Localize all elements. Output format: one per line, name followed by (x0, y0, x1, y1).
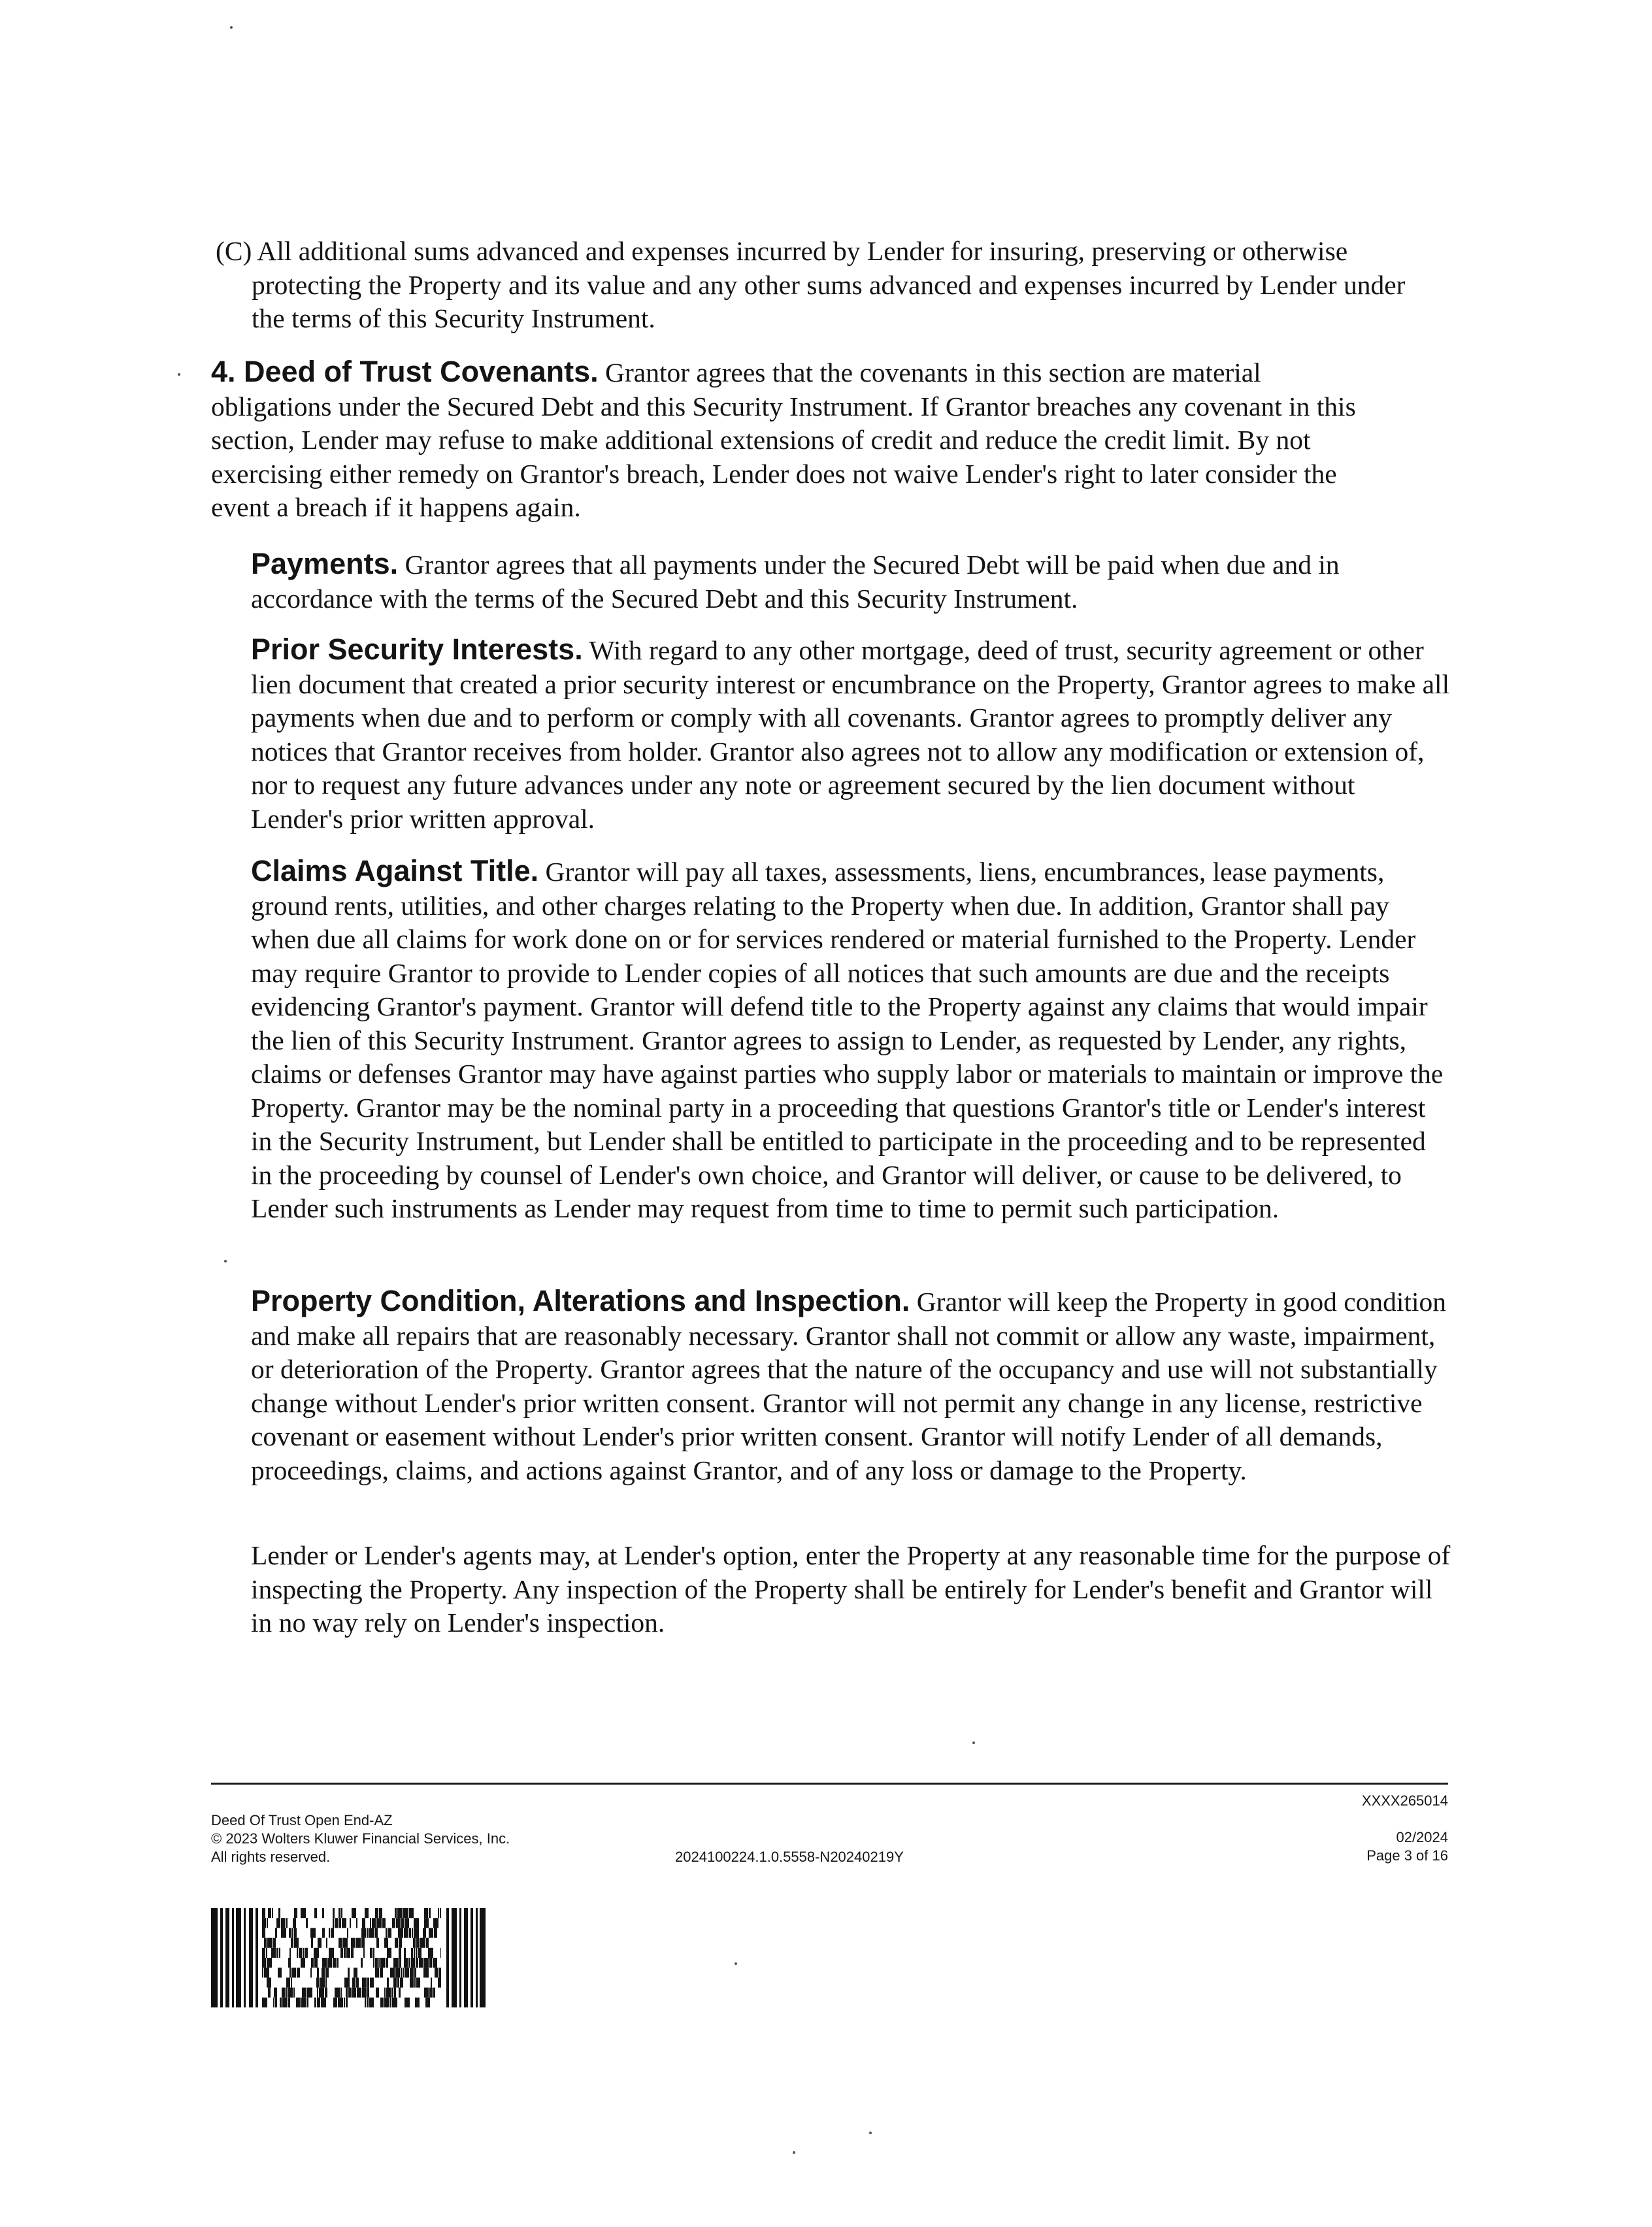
paragraph-text: With regard to any other mortgage, deed of trust, security agreement or other lien document that created a prior security interest or encumbrance on the Property, Grantor agrees to make all payments when due and to perform or comply with all covenants. Grantor agrees to promptly deliver any notices that Grantor receives from holder. Grantor also agrees not to allow any modification or extension of, nor to request any future advances under any note or agreement secured by the lien document without Lender's prior written approval. (251, 635, 1450, 834)
account-number: XXXX265014 (1361, 1792, 1448, 1809)
section-text: Grantor agrees that the covenants in this section are material obligations under the Secured Debt and this Security Instrument. If Grantor breaches any covenant in this section, Lender may refuse to make additional extensions of credit and reduce the credit limit. By not exercising either remedy on Grantor's breach, Lender does not waive Lender's right to later consider the event a breach if it happens again. (211, 357, 1356, 522)
scan-speck (972, 1741, 975, 1744)
form-date: 02/2024 (1396, 1829, 1448, 1845)
footer-left (211, 1811, 510, 1866)
paragraph-heading: Prior Security Interests. (251, 633, 583, 666)
paragraph-text: Grantor will pay all taxes, assessments, liens, encumbrances, lease payments, ground rents, utilities, and other charges relating to the Property when due. In addition, Grantor shall pay when due all claims for work done on or for services rendered or material furnished to the Property. Lender may require Grantor to provide to Lender copies of all notices that such amounts are due and the receipts evidencing Grantor's payment. Grantor will defend title to the Property against any claims that would impair the lien of this Security Instrument. Grantor agrees to assign to Lender, as requested by Lender, any rights, claims or defenses Grantor may have against parties who supply labor or materials to maintain or improve the Property. Grantor may be the nominal party in a proceeding that questions Grantor's title or Lender's interest in the Security Instrument, but Lender shall be entitled to participate in the proceeding and to be represented in the proceeding by counsel of Lender's own choice, and Grantor will deliver, or cause to be delivered, to Lender such instruments as Lender may request from time to time to permit such participation. (251, 857, 1444, 1223)
footer-rule (211, 1783, 1448, 1785)
paragraph-text: Grantor agrees that all payments under the Secured Debt will be paid when due and in accordance with the terms of the Secured Debt and this Security Instrument. (251, 550, 1340, 614)
paragraph-prior-security-interests (251, 633, 1453, 836)
scan-speck (793, 2151, 795, 2154)
scan-speck (230, 26, 233, 29)
paragraph-property-condition (251, 1284, 1453, 1487)
scan-speck (735, 1962, 737, 1965)
paragraph-inspection: Lender or Lender's agents may, at Lender's option, enter the Property at any reasonable time for the purpose of inspecting the Property. Any inspection of the Property shall be entirely for Lender's benefit and Grantor will in no way rely on Lender's inspection. (251, 1540, 1451, 1638)
paragraph-heading: Property Condition, Alterations and Inspection. (251, 1284, 910, 1317)
scan-speck (178, 373, 180, 376)
scan-speck (224, 1260, 227, 1262)
paragraph-heading: Payments. (251, 547, 399, 580)
paragraph-claims-against-title (251, 854, 1453, 1226)
section-deed-of-trust-covenants (211, 355, 1368, 525)
pdf417-barcode-icon (211, 1908, 486, 2007)
clause-item-c: (C) All additional sums advanced and expenses incurred by Lender for insuring, preserving or otherwise protecting the Property and its value and any other sums advanced and expenses incurred by Lender under the terms of this Security Instrument. (216, 236, 1406, 333)
page-number: Page 3 of 16 (1366, 1847, 1448, 1864)
document-code: 2024100224.1.0.5558-N20240219Y (675, 1849, 904, 1865)
copyright: © 2023 Wolters Kluwer Financial Services, Inc. (211, 1830, 510, 1847)
paragraph-heading: Claims Against Title. (251, 854, 539, 887)
form-name: Deed Of Trust Open End-AZ (211, 1812, 393, 1828)
footer-right (1362, 1792, 1448, 1865)
rights-reserved: All rights reserved. (211, 1849, 331, 1865)
paragraph-text: Grantor will keep the Property in good condition and make all repairs that are reasonably necessary. Grantor shall not commit or allow any waste, impairment, or deterioration of the Property. Grantor agrees that the nature of the occupancy and use will not substantially change without Lender's prior written consent. Grantor will not permit any change in any license, restrictive covenant or easement without Lender's prior written consent. Grantor will notify Lender of all demands, proceedings, claims, and actions against Grantor, and of any loss or damage to the Property. (251, 1287, 1447, 1485)
paragraph-payments (251, 547, 1453, 616)
scan-speck (869, 2132, 872, 2134)
section-heading: 4. Deed of Trust Covenants. (211, 355, 599, 388)
